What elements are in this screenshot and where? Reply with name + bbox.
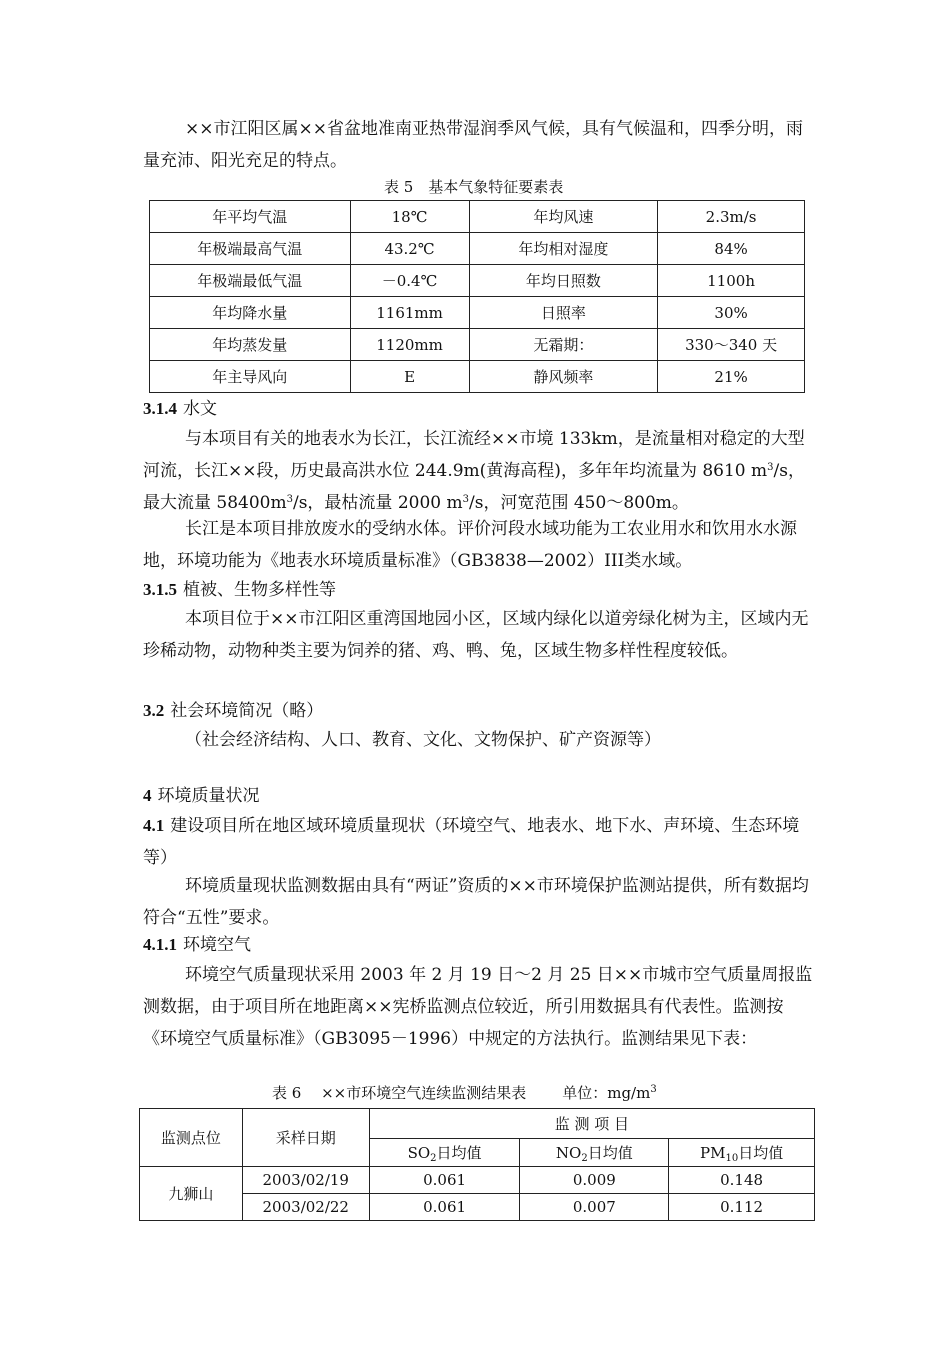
superscript: 3 <box>286 494 293 505</box>
table-row <box>150 265 805 297</box>
section-number: 4.1.1 <box>143 935 177 954</box>
quality-data-paragraph: 环境质量现状监测数据由具有“两证”资质的××市环境保护监测站提供，所有数据均符合“五性”要求。 <box>143 876 809 928</box>
unit-label: 单位：mg/m <box>562 1084 651 1102</box>
table-cell-site: 九狮山 <box>140 1167 243 1221</box>
table-cell: 30% <box>658 297 805 329</box>
superscript: 3 <box>462 494 470 505</box>
table-cell: 0.007 <box>520 1194 669 1221</box>
text-span: 日均值 <box>587 1144 633 1162</box>
table-cell: 年均风速 <box>469 201 658 233</box>
table-cell: 1161mm <box>350 297 469 329</box>
text-span: 日均值 <box>738 1144 784 1162</box>
table-cell: 年极端最高气温 <box>150 233 351 265</box>
table-cell: 0.148 <box>669 1167 815 1194</box>
table-cell: 年平均气温 <box>150 201 351 233</box>
section-title: 建设项目所在地区域环境质量现状（环境空气、地表水、地下水、声环境、生态环境等） <box>143 816 800 868</box>
table-cell: 21% <box>658 361 805 393</box>
caption-text: 表 6 ××市环境空气连续监测结果表 <box>272 1084 527 1102</box>
hydrology-paragraph-2: 长江是本项目排放废水的受纳水体。评价河段水域功能为工农业用水和饮用水水源地，环境功能为《地表水环境质量标准》（GB3838—2002）III类水域。 <box>143 519 797 571</box>
section-3-1-4-heading <box>143 397 217 421</box>
section-number: 4.1 <box>143 816 165 835</box>
table-row <box>150 233 805 265</box>
table-cell: 2.3m/s <box>658 201 805 233</box>
vegetation-paragraph: 本项目位于××市江阳区重湾国地园小区，区域内绿化以道旁绿化树为主，区域内无珍稀动物，动物种类主要为饲养的猪、鸡、鸭、兔，区域生物多样性程度较低。 <box>143 609 809 661</box>
table-cell: E <box>350 361 469 393</box>
table-cell: 年极端最低气温 <box>150 265 351 297</box>
section-3-1-5-heading <box>143 578 336 602</box>
table-cell: 无霜期： <box>469 329 658 361</box>
table-row <box>140 1167 815 1194</box>
text-span: PM <box>700 1144 726 1162</box>
table-cell: 2003/02/19 <box>242 1167 369 1194</box>
text-span: /s，最枯流量 2000 m <box>292 493 463 513</box>
table-cell: 年均日照数 <box>469 265 658 297</box>
table-header-items: 监 测 项 目 <box>369 1109 814 1139</box>
table-cell: 年均相对湿度 <box>469 233 658 265</box>
table-cell: 1100h <box>658 265 805 297</box>
table-cell: 0.009 <box>520 1167 669 1194</box>
table-header-row <box>140 1109 815 1139</box>
table-header-date: 采样日期 <box>242 1109 369 1167</box>
section-title: 环境空气 <box>183 935 251 955</box>
table-cell: 1120mm <box>350 329 469 361</box>
table-cell: －0.4℃ <box>350 265 469 297</box>
social-environment-note: （社会经济结构、人口、教育、文化、文物保护、矿产资源等） <box>185 730 661 750</box>
table-cell: 0.112 <box>669 1194 815 1221</box>
text-span: 与本项目有关的地表水为长江，长江流经××市境 133km，是流量相对稳定的大型河流，长江××段，历史最高洪水位 244.9m(黄海高程)，多年年均流量为 8610 m <box>143 429 805 481</box>
section-title: 环境质量状况 <box>157 786 260 806</box>
hydrology-paragraph-1 <box>143 423 813 519</box>
section-title: 植被、生物多样性等 <box>183 580 336 600</box>
table-cell: 2003/02/22 <box>242 1194 369 1221</box>
text-span: /s，河宽范围 450～800m。 <box>469 493 689 513</box>
table-cell: 日照率 <box>469 297 658 329</box>
table5-meteorology <box>149 200 805 393</box>
air-quality-paragraph: 环境空气质量现状采用 2003 年 2 月 19 日～2 月 25 日××市城市空气质量周报监测数据，由于项目所在地距离××宪桥监测点位较近，所引用数据具有代表性。监测按《环境空气质量标准》（GB3095－1996）中规定的方法执行。监测结果见下表： <box>143 965 813 1049</box>
table-row <box>150 361 805 393</box>
table-row <box>150 201 805 233</box>
section-title: 社会环境简况（略） <box>170 701 324 721</box>
table-cell: 年均蒸发量 <box>150 329 351 361</box>
climate-intro-paragraph: ××市江阳区属××省盆地准南亚热带湿润季风气候，具有气候温和，四季分明，雨量充沛、阳光充足的特点。 <box>143 119 803 171</box>
table-row <box>150 297 805 329</box>
table-cell: 18℃ <box>350 201 469 233</box>
table-cell: 330～340 天 <box>658 329 805 361</box>
table-cell: 0.061 <box>369 1167 520 1194</box>
text-span: 日均值 <box>436 1144 482 1162</box>
table-header-pm10 <box>669 1139 815 1167</box>
subscript: 2 <box>581 1153 588 1164</box>
section-title: 水文 <box>183 399 217 419</box>
superscript: 3 <box>650 1084 657 1095</box>
table-header-so2 <box>369 1139 520 1167</box>
table-cell: 0.061 <box>369 1194 520 1221</box>
section-4-heading <box>143 784 260 808</box>
section-4-1-1-heading <box>143 933 251 957</box>
table-cell: 年均降水量 <box>150 297 351 329</box>
subscript: 2 <box>430 1153 437 1164</box>
table-cell: 84% <box>658 233 805 265</box>
section-number: 3.1.5 <box>143 580 177 599</box>
superscript: 3 <box>767 462 774 473</box>
table-header-site: 监测点位 <box>140 1109 243 1167</box>
section-number: 3.1.4 <box>143 399 177 418</box>
table6-caption <box>272 1084 657 1102</box>
section-3-2-heading <box>143 699 323 723</box>
text-span: SO <box>407 1144 431 1162</box>
table-cell: 年主导风向 <box>150 361 351 393</box>
table-cell: 静风频率 <box>469 361 658 393</box>
table5-caption: 表 5 基本气象特征要素表 <box>384 178 564 196</box>
table6-air-monitoring <box>139 1108 815 1221</box>
table-header-no2 <box>520 1139 669 1167</box>
section-number: 4 <box>143 786 152 805</box>
text-span: /s，最大流量 58400m <box>143 461 805 513</box>
section-number: 3.2 <box>143 701 165 720</box>
section-4-1-heading <box>143 810 813 874</box>
subscript: 10 <box>725 1153 739 1164</box>
table-cell: 43.2℃ <box>350 233 469 265</box>
text-span: NO <box>555 1144 582 1162</box>
table-row <box>150 329 805 361</box>
